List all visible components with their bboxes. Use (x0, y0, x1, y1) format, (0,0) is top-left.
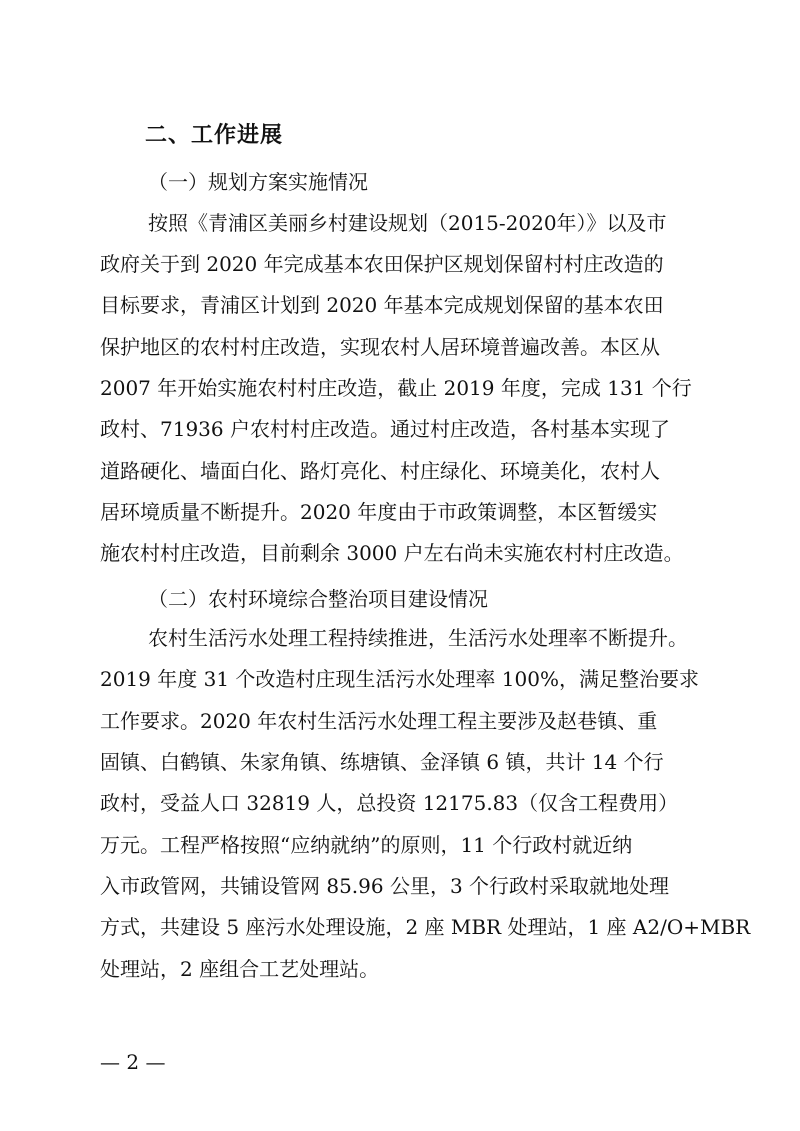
subsection-1-line: 政府关于到 2020 年完成基本农田保护区规划保留村村庄改造的 (100, 252, 664, 276)
subsection-2-line: 农村生活污水处理工程持续推进，生活污水处理率不断提升。 (148, 626, 688, 650)
subsection-1-line: 居环境质量不断提升。2020 年度由于市政策调整，本区暂缓实 (100, 500, 658, 524)
subsection-2-line: 方式，共建设 5 座污水处理设施，2 座 MBR 处理站，1 座 A2/O+MBR (100, 915, 751, 939)
subsection-1-line: 目标要求，青浦区计划到 2020 年基本完成规划保留的基本农田 (100, 293, 664, 317)
section-heading: 二、工作进展 (145, 122, 284, 148)
subsection-1-line: 保护地区的农村村庄改造，实现农村人居环境普遍改善。本区从 (100, 335, 660, 359)
page-number: — 2 — (100, 1050, 166, 1074)
subsection-2-line: 处理站，2 座组合工艺处理站。 (100, 957, 380, 981)
subsection-2-line: 入市政管网，共铺设管网 85.96 公里，3 个行政村采取就地处理 (100, 874, 670, 898)
subsection-1-line: 道路硬化、墙面白化、路灯亮化、村庄绿化、环境美化，农村人 (100, 459, 660, 483)
subsection-2-line: 政村，受益人口 32819 人，总投资 12175.83（仅含工程费用） (100, 791, 679, 815)
subsection-2-line: 固镇、白鹤镇、朱家角镇、练塘镇、金泽镇 6 镇，共计 14 个行 (100, 750, 664, 774)
subsection-1-heading: （一）规划方案实施情况 (148, 170, 368, 194)
subsection-2-line: 工作要求。2020 年农村生活污水处理工程主要涉及赵巷镇、重 (100, 709, 658, 733)
subsection-2-line: 万元。工程严格按照“应纳就纳”的原则，11 个行政村就近纳 (100, 833, 633, 857)
subsection-1-line: 2007 年开始实施农村村庄改造，截止 2019 年度，完成 131 个行 (100, 376, 692, 400)
subsection-1-line: 按照《青浦区美丽乡村建设规划（2015-2020年）》以及市 (148, 211, 667, 235)
subsection-2-heading: （二）农村环境综合整治项目建设情况 (148, 587, 488, 611)
subsection-2-line: 2019 年度 31 个改造村庄现生活污水处理率 100%，满足整治要求 (100, 667, 699, 691)
subsection-1-line: 政村、71936 户农村村庄改造。通过村庄改造，各村基本实现了 (100, 417, 670, 441)
subsection-1-line: 施农村村庄改造，目前剩余 3000 户左右尚未实施农村村庄改造。 (100, 541, 684, 565)
